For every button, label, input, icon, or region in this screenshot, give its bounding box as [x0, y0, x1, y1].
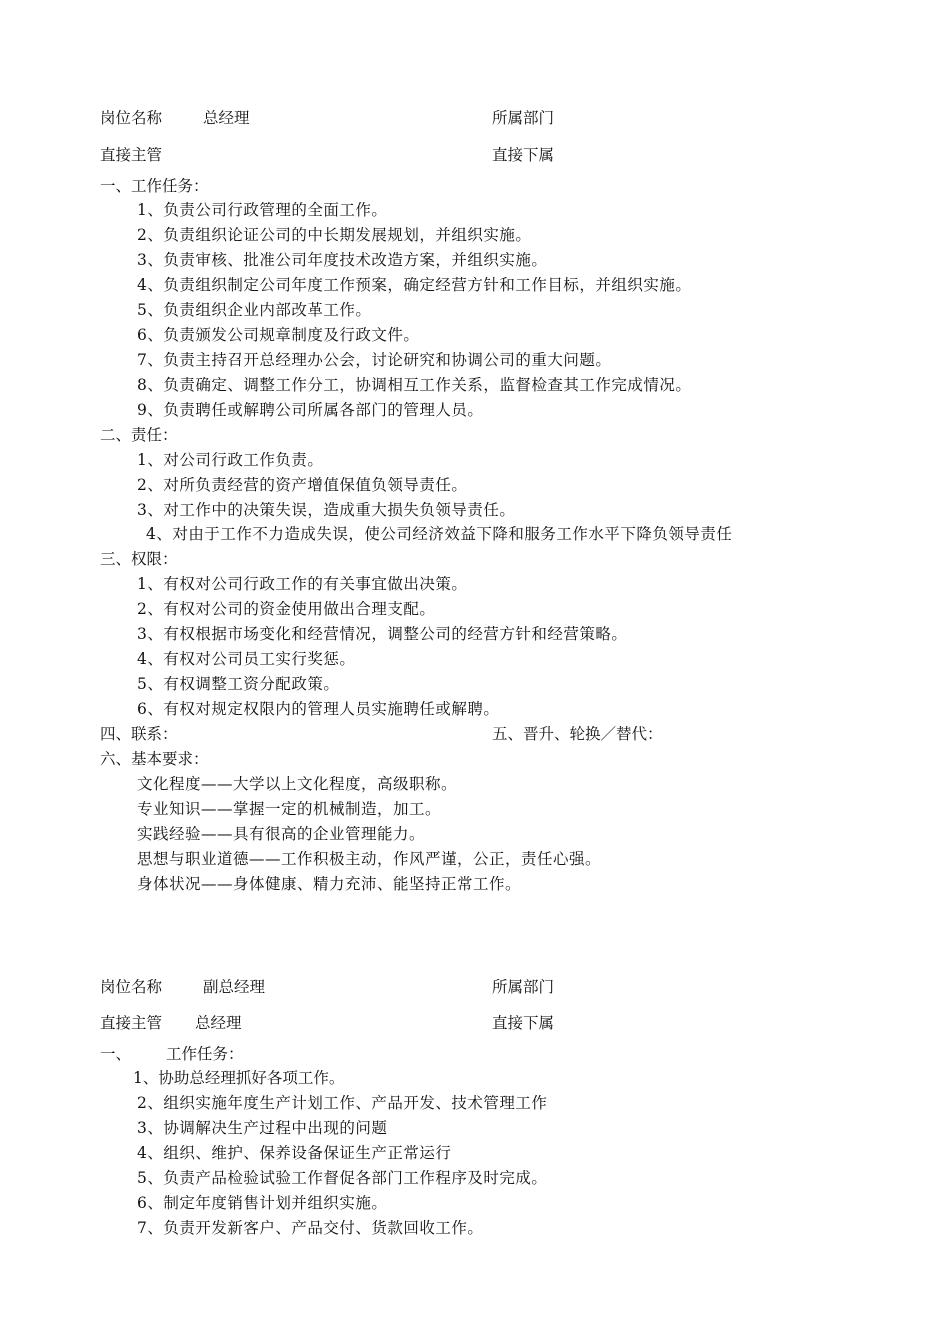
- department-label: 所属部门: [492, 109, 555, 127]
- task-item: 5、负责组织企业内部改革工作。: [137, 301, 372, 319]
- promotion-heading: 五、晋升、轮换／替代：: [492, 725, 663, 743]
- duty-item: 2、对所负责经营的资产增值保值负领导责任。: [137, 476, 468, 494]
- department-label: 所属部门: [492, 978, 555, 996]
- authority-item: 1、有权对公司行政工作的有关事宜做出决策。: [137, 575, 468, 593]
- requirement-item: 实践经验——具有很高的企业管理能力。: [137, 825, 426, 843]
- authority-item: 4、有权对公司员工实行奖惩。: [137, 650, 356, 668]
- task-item: 4、组织、维护、保养设备保证生产正常运行: [137, 1144, 452, 1162]
- authority-heading: 三、权限：: [100, 550, 178, 568]
- task-item: 3、协调解决生产过程中出现的问题: [137, 1119, 388, 1137]
- tasks-heading-number: 一、: [100, 1045, 132, 1063]
- task-item: 8、负责确定、调整工作分工，协调相互工作关系，监督检查其工作完成情况。: [137, 376, 692, 394]
- direct-subordinate-label: 直接下属: [492, 1014, 555, 1032]
- authority-item: 2、有权对公司的资金使用做出合理支配。: [137, 600, 436, 618]
- duty-heading: 二、责任：: [100, 426, 178, 444]
- position-name-value: 副总经理: [203, 978, 266, 996]
- contact-heading: 四、联系：: [100, 725, 178, 743]
- requirement-item: 身体状况——身体健康、精力充沛、能坚持正常工作。: [137, 875, 522, 893]
- authority-item: 6、有权对规定权限内的管理人员实施聘任或解聘。: [137, 700, 500, 718]
- task-item: 3、负责审核、批准公司年度技术改造方案，并组织实施。: [137, 251, 548, 269]
- authority-item: 5、有权调整工资分配政策。: [137, 675, 340, 693]
- task-item: 7、负责开发新客户、产品交付、货款回收工作。: [137, 1219, 484, 1237]
- task-item: 1、负责公司行政管理的全面工作。: [137, 201, 388, 219]
- requirement-item: 文化程度——大学以上文化程度，高级职称。: [137, 775, 458, 793]
- task-item: 6、制定年度销售计划并组织实施。: [137, 1194, 388, 1212]
- duty-item: 4、对由于工作不力造成失误，使公司经济效益下降和服务工作水平下降负领导责任: [146, 525, 733, 543]
- requirement-item: 思想与职业道德——工作积极主动，作风严谨，公正，责任心强。: [137, 850, 602, 868]
- task-item: 2、组织实施年度生产计划工作、产品开发、技术管理工作: [137, 1094, 548, 1112]
- duty-item: 3、对工作中的决策失误，造成重大损失负领导责任。: [137, 501, 516, 519]
- direct-supervisor-label: 直接主管: [100, 1014, 163, 1032]
- task-item: 4、负责组织制定公司年度工作预案，确定经营方针和工作目标，并组织实施。: [137, 276, 692, 294]
- direct-supervisor-value: 总经理: [195, 1014, 242, 1032]
- task-item: 9、负责聘任或解聘公司所属各部门的管理人员。: [137, 401, 484, 419]
- direct-supervisor-label: 直接主管: [100, 146, 163, 164]
- duty-item: 1、对公司行政工作负责。: [137, 451, 324, 469]
- task-item: 5、负责产品检验试验工作督促各部门工作程序及时完成。: [137, 1169, 548, 1187]
- direct-subordinate-label: 直接下属: [492, 146, 555, 164]
- requirement-item: 专业知识——掌握一定的机械制造，加工。: [137, 800, 442, 818]
- tasks-heading: 一、工作任务：: [100, 177, 209, 195]
- task-item: 1、协助总经理抓好各项工作。: [133, 1069, 345, 1087]
- requirements-heading: 六、基本要求：: [100, 750, 209, 768]
- position-name-value: 总经理: [203, 109, 250, 127]
- task-item: 7、负责主持召开总经理办公会，讨论研究和协调公司的重大问题。: [137, 351, 612, 369]
- task-item: 2、负责组织论证公司的中长期发展规划，并组织实施。: [137, 226, 532, 244]
- position-name-label: 岗位名称: [100, 109, 163, 127]
- tasks-heading: 工作任务：: [166, 1045, 244, 1063]
- authority-item: 3、有权根据市场变化和经营情况，调整公司的经营方针和经营策略。: [137, 625, 628, 643]
- task-item: 6、负责颁发公司规章制度及行政文件。: [137, 326, 420, 344]
- position-name-label: 岗位名称: [100, 978, 163, 996]
